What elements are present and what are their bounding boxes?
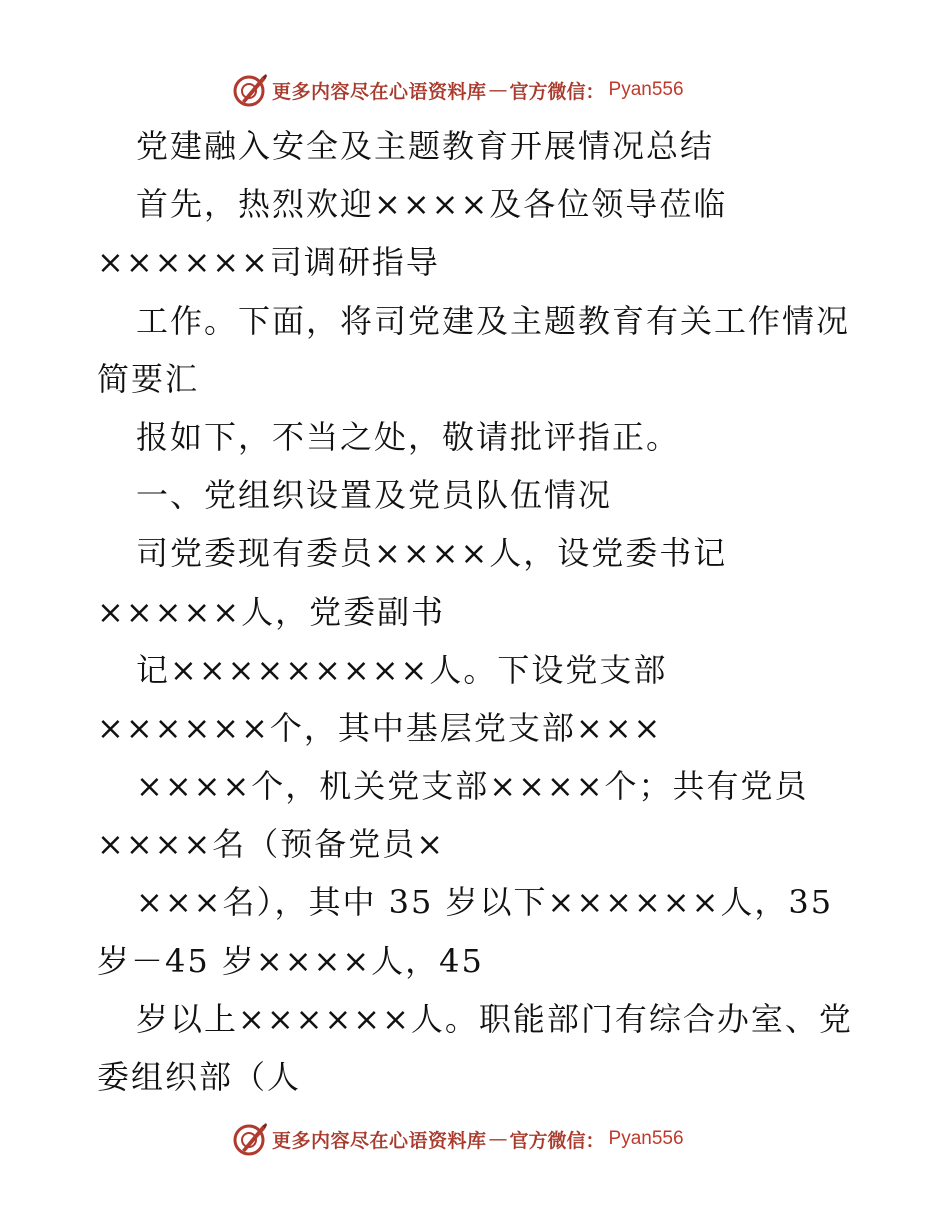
text-line: ××××个，机关党支部××××个；共有党员 [136,767,809,806]
text-line: 岁以上××××××人。职能部门有综合办室、党 [136,999,853,1038]
document-body [97,117,857,1106]
banner-wechat-id: Pyan556 [608,79,684,100]
text-line: ××××××司调研指导 [97,243,440,282]
footer-banner [232,1119,684,1159]
text-line: 记×××××××××人。下设党支部 [136,650,668,689]
text-line: ×××××人，党委副书 [97,592,446,631]
banner-text: 更多内容尽在心语资料库 [272,80,487,103]
pen-logo-icon [232,1121,268,1157]
text-line: 岁－45 岁××××人，45 [97,941,484,980]
text-line: ××××名（预备党员× [97,825,446,864]
text-line: ××××××个，其中基层党支部××× [97,708,663,747]
banner-separator: — [488,1128,508,1150]
text-line: 简要汇 [97,359,200,398]
text-line: 司党委现有委员××××人，设党委书记 [136,534,728,573]
text-line: 工作。下面，将司党建及主题教育有关工作情况 [136,301,851,340]
section-heading: 一、党组织设置及党员队伍情况 [136,476,613,515]
text-line: 首先，热烈欢迎××××及各位领导莅临 [136,185,728,224]
text-line: 报如下，不当之处，敬请批评指正。 [136,417,681,456]
document-title: 党建融入安全及主题教育开展情况总结 [136,127,715,165]
banner-separator: — [488,79,508,101]
text-line: 委组织部（人 [97,1058,302,1096]
banner-wechat-label: 官方微信： [509,80,605,103]
text-line: ×××名），其中 35 岁以下××××××人，35 [136,883,834,922]
banner-wechat-id: Pyan556 [608,1128,684,1149]
banner-wechat-label: 官方微信： [509,1129,605,1152]
pen-logo-icon [232,72,268,108]
banner-text: 更多内容尽在心语资料库 [272,1129,487,1152]
header-banner [232,70,684,110]
